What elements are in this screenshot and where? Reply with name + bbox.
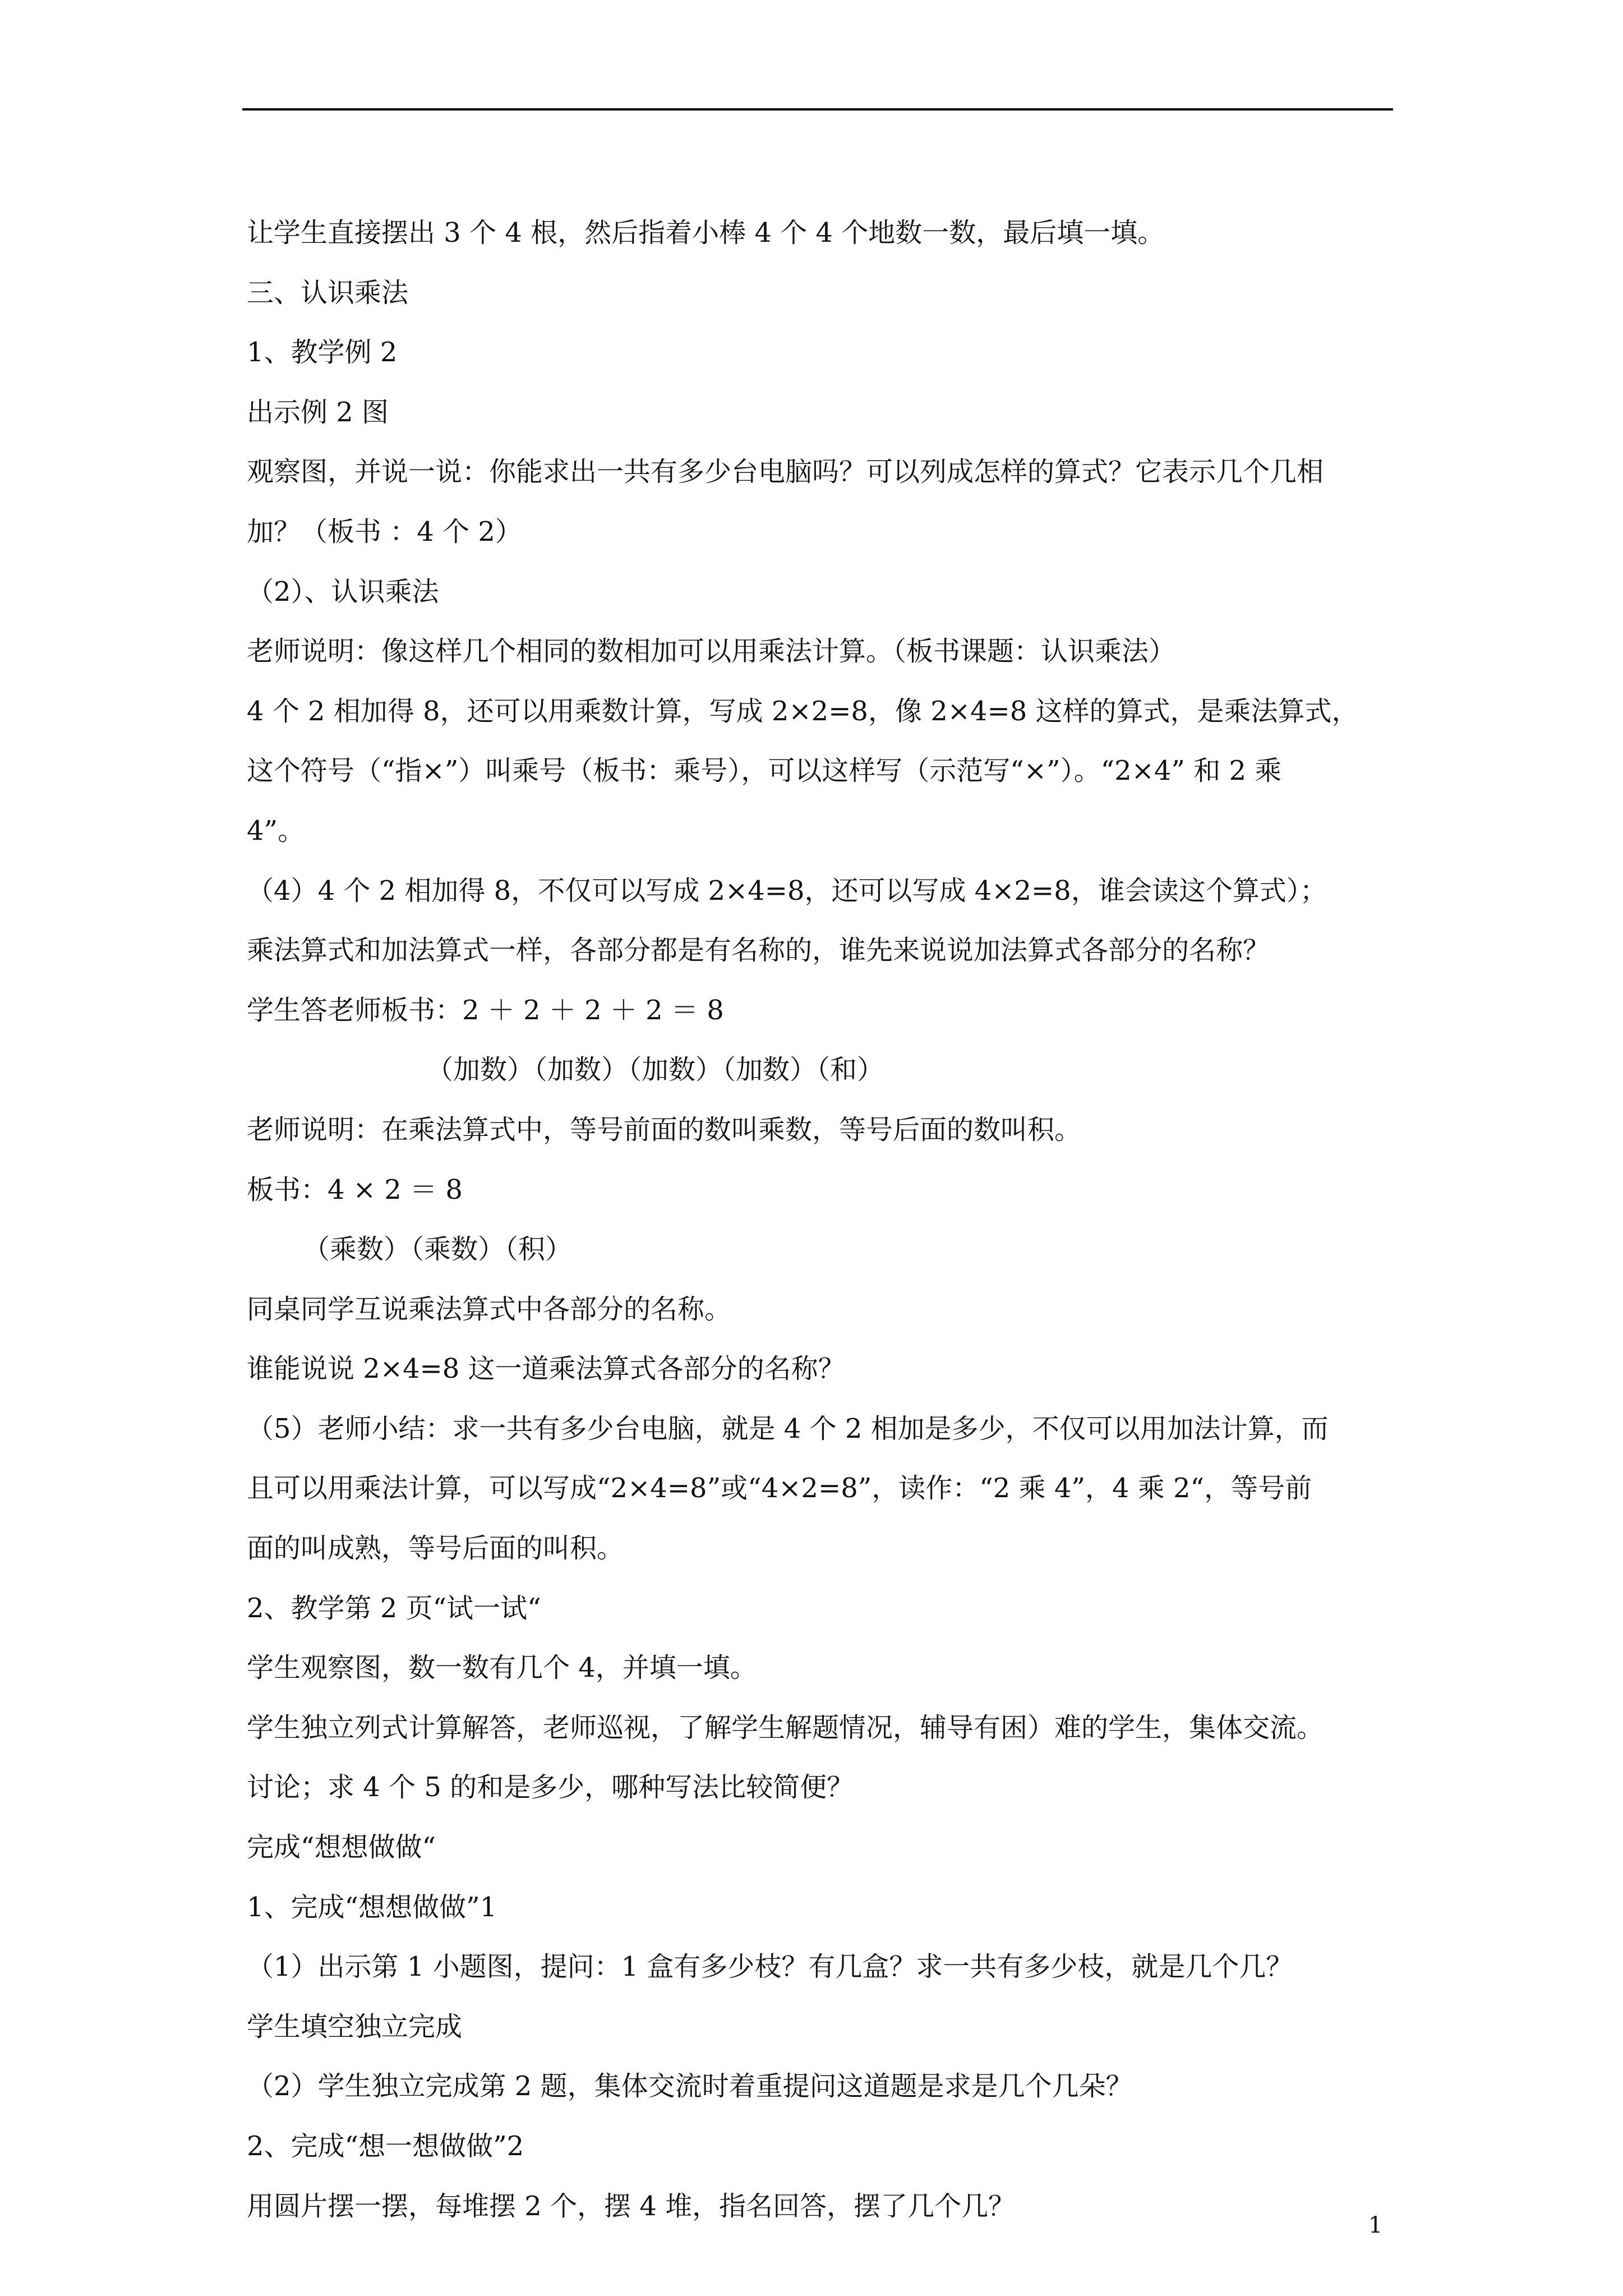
- text-line: 完成“想想做做“: [247, 1832, 436, 1864]
- text-line: 学生独立列式计算解答，老师巡视，了解学生解题情况，辅导有困）难的学生，集体交流。: [247, 1711, 1324, 1743]
- text-line: 讨论；求 4 个 5 的和是多少，哪种写法比较简便？: [247, 1772, 854, 1803]
- text-line: 乘法算式和加法算式一样，各部分都是有名称的，谁先来说说加法算式各部分的名称？: [247, 935, 1270, 967]
- addition-parts-line: （加数）（加数）（加数）（加数）（和）: [426, 1054, 884, 1086]
- text-line: （2）、认识乘法: [247, 576, 439, 608]
- text-line: 1、完成“想想做做”1: [247, 1891, 497, 1923]
- multiplication-formula-line: 板书：4 × 2 ＝ 8: [247, 1174, 463, 1205]
- text-line: 且可以用乘法计算，可以写成“2×4=8”或“4×2=8”，读作：“2 乘 4”，4 乘 2“，等号前: [247, 1473, 1312, 1504]
- text-line: 让学生直接摆出 3 个 4 根，然后指着小棒 4 个 4 个地数一数，最后填一填。: [247, 217, 1165, 249]
- text-line: （5）老师小结：求一共有多少台电脑，就是 4 个 2 相加是多少，不仅可以用加法计算，而: [247, 1412, 1329, 1444]
- text-line: 4 个 2 相加得 8，还可以用乘数计算，写成 2×2=8，像 2×4=8 这样的算式，是乘法算式，: [247, 695, 1359, 727]
- text-line: 观察图，并说一说：你能求出一共有多少台电脑吗？可以列成怎样的算式？它表示几个几相: [247, 456, 1324, 488]
- document-body: [247, 203, 1391, 2236]
- text-line: 老师说明：像这样几个相同的数相加可以用乘法计算。（板书课题：认识乘法）: [247, 636, 1176, 668]
- text-line: 这个符号（“指×”）叫乘号（板书：乘号），可以这样写（示范写“×”）。“2×4” 和 2 乘: [247, 755, 1282, 787]
- text-line: 2、教学第 2 页“试一试“: [247, 1592, 541, 1624]
- text-line: 2、完成“想一想做做”2: [247, 2131, 524, 2162]
- text-line: 老师说明：在乘法算式中，等号前面的数叫乘数，等号后面的数叫积。: [247, 1114, 1082, 1145]
- text-line: 谁能说说 2×4=8 这一道乘法算式各部分的名称？: [247, 1353, 845, 1385]
- text-line: 出示例 2 图: [247, 396, 389, 428]
- page-number: 1: [1368, 2212, 1383, 2238]
- text-line: 用圆片摆一摆，每堆摆 2 个，摆 4 堆，指名回答，摆了几个几？: [247, 2190, 1016, 2222]
- text-line: （1）出示第 1 小题图，提问：1 盒有多少枝？有几盒？求一共有多少枝，就是几个几？: [247, 1951, 1293, 1983]
- text-line: 面的叫成熟，等号后面的叫积。: [247, 1533, 624, 1565]
- text-line: 学生观察图，数一数有几个 4，并填一填。: [247, 1652, 757, 1684]
- text-line: 同桌同学互说乘法算式中各部分的名称。: [247, 1293, 732, 1325]
- text-line: 4”。: [247, 815, 305, 846]
- section-heading: 三、认识乘法: [247, 277, 409, 309]
- header-rule: [242, 108, 1393, 111]
- multiplication-parts-line: （乘数）（乘数）（积）: [303, 1234, 573, 1266]
- text-line: 1、教学例 2: [247, 337, 398, 369]
- text-line: 加？（板书 ：4 个 2）: [247, 516, 522, 547]
- text-line: （2）学生独立完成第 2 题，集体交流时着重提问这道题是求是几个几朵？: [247, 2070, 1133, 2102]
- addition-formula-line: 学生答老师板书：2 ＋ 2 ＋ 2 ＋ 2 ＝ 8: [247, 994, 724, 1026]
- text-line: 学生填空独立完成: [247, 2010, 463, 2042]
- text-line: （4）4 个 2 相加得 8，不仅可以写成 2×4=8，还可以写成 4×2=8，谁会读这个算式）；: [247, 875, 1327, 907]
